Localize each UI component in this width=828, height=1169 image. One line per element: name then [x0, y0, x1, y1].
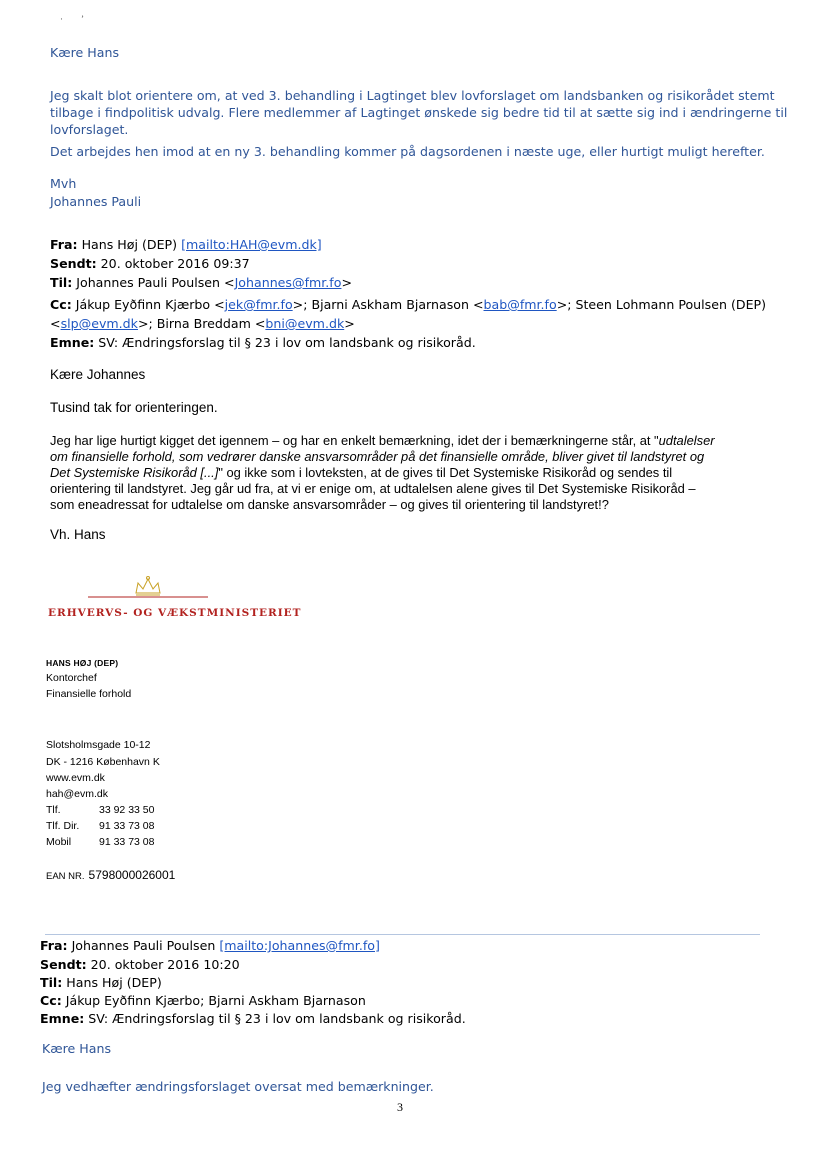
email1-cc-email4[interactable]: bni@evm.dk: [265, 316, 345, 331]
reply-signature: Johannes Pauli: [50, 194, 142, 209]
email1-thanks: Tusind tak for orienteringen.: [50, 400, 218, 415]
email1-sent-label: Sendt:: [50, 256, 97, 271]
email2-to-label: Til:: [40, 975, 63, 990]
sig-ean-label: EAN NR.: [46, 871, 85, 882]
email2-subject-label: Emne:: [40, 1011, 85, 1026]
email1-para-line5: som eneadressat for udtalelse om danske ansvarsområder – og gives til orientering til landstyret!?: [50, 497, 609, 512]
email1-to-name: Johannes Pauli Poulsen <: [76, 275, 235, 290]
email2-from: [40, 938, 380, 953]
sig-name: HANS HØJ (DEP): [46, 658, 119, 668]
email2-cc: [40, 993, 366, 1008]
email1-from: [50, 237, 322, 252]
sig-ean: [46, 866, 175, 884]
email1-cc-email1[interactable]: jek@fmr.fo: [224, 297, 293, 312]
sig-phone-value-1: 33 92 33 50: [99, 804, 155, 816]
email1-subject-value: SV: Ændringsforslag til § 23 i lov om landsbank og risikoråd.: [98, 335, 476, 350]
email1-to-email[interactable]: Johannes@fmr.fo: [234, 275, 342, 290]
email1-subject-label: Emne:: [50, 335, 95, 350]
sig-web[interactable]: www.evm.dk: [46, 772, 105, 784]
email2-greeting: Kære Hans: [42, 1041, 112, 1056]
email2-body: Jeg vedhæfter ændringsforslaget oversat med bemærkninger.: [42, 1079, 434, 1094]
email1-greeting: Kære Johannes: [50, 367, 146, 382]
sig-email[interactable]: hah@evm.dk: [46, 788, 109, 800]
email1-cc-part2: >; Bjarni Askham Bjarnason <: [292, 297, 484, 312]
reply-line-4: Det arbejdes hen imod at en ny 3. behandling kommer på dagsordenen i næste uge, eller hurtigt muligt herefter.: [50, 144, 765, 159]
reply-line-2: tilbage i findpolitisk udvalg. Flere medlemmer af Lagtinget ønskede sig bedre tid til at sætte sig ind i ændringerne til: [50, 105, 788, 120]
email2-to-value: Hans Høj (DEP): [66, 975, 162, 990]
sig-street: Slotsholmsgade 10-12: [46, 739, 151, 751]
sig-phone-label-2: Tlf. Dir.: [46, 820, 80, 832]
reply-line-3: lovforslaget.: [50, 122, 129, 137]
sig-phone-value-2: 91 33 73 08: [99, 820, 155, 832]
sig-phone-value-3: 91 33 73 08: [99, 836, 155, 848]
email2-to: [40, 975, 162, 990]
email1-signoff: Vh. Hans: [50, 527, 106, 542]
scan-specks: · ’: [60, 14, 84, 24]
email1-para-line2: om finansielle forhold, som vedrører danske ansvarsområder på det finansielle område, bliver givet til landstyret og: [50, 449, 705, 464]
email2-from-label: Fra:: [40, 938, 68, 953]
email1-sent: [50, 256, 250, 271]
email1-to-end: >: [341, 275, 353, 290]
email2-sent-label: Sendt:: [40, 957, 87, 972]
crown-logo-icon: [48, 575, 248, 605]
email1-para-line3: [50, 465, 672, 480]
email2-from-link[interactable]: [mailto:Johannes@fmr.fo]: [219, 938, 380, 953]
email1-cc-line2: [50, 316, 355, 331]
email1-cc-part3: >; Steen Lohmann Poulsen (DEP): [556, 297, 767, 312]
email1-cc-label: Cc:: [50, 297, 72, 312]
reply-closing: Mvh: [50, 176, 77, 191]
email1-to-label: Til:: [50, 275, 73, 290]
email1-para-line3-a: Det Systemiske Risikoråd [...]: [50, 465, 219, 480]
email1-from-label: Fra:: [50, 237, 78, 252]
email-divider: [45, 934, 760, 935]
sig-department: Finansielle forhold: [46, 688, 132, 700]
email2-sent: [40, 957, 240, 972]
reply-greeting: Kære Hans: [50, 45, 120, 60]
email2-sent-value: 20. oktober 2016 10:20: [90, 957, 240, 972]
email1-para-line1: [50, 433, 715, 448]
email2-subject-value: SV: Ændringsforslag til § 23 i lov om landsbank og risikoråd.: [88, 1011, 466, 1026]
sig-city: DK - 1216 København K: [46, 756, 160, 768]
email1-cc-part4: <: [50, 316, 61, 331]
email1-para-line4: orientering til landstyret. Jeg går ud fra, at vi er enige om, at udtalelsen alene gives til Det Systemiske Risikoråd –: [50, 481, 696, 496]
ministry-name: ERHVERVS- OG VÆKSTMINISTERIET: [48, 607, 302, 619]
sig-ean-value: 5798000026001: [88, 868, 176, 882]
sig-phone-label-1: Tlf.: [46, 804, 61, 816]
email2-from-name: Johannes Pauli Poulsen: [71, 938, 216, 953]
email1-from-name: Hans Høj (DEP): [81, 237, 178, 252]
email2-subject: [40, 1011, 466, 1026]
email1-cc-part5: >; Birna Breddam <: [137, 316, 266, 331]
sig-title: Kontorchef: [46, 672, 97, 684]
page-number: 3: [397, 1100, 403, 1114]
email1-para-line1-a: Jeg har lige hurtigt kigget det igennem – og har en enkelt bemærkning, idet der i bemærkningerne står, at ": [50, 433, 659, 448]
email1-cc: [50, 297, 766, 312]
email1-cc-part6: >: [344, 316, 355, 331]
email1-cc-part1: Jákup Eyðfinn Kjærbo <: [75, 297, 225, 312]
reply-line-1: Jeg skalt blot orientere om, at ved 3. behandling i Lagtinget blev lovforslaget om landsbanken og risikorådet stemt: [50, 88, 775, 103]
email1-para-line3-b: " og ikke som i lovteksten, at de gives til Det Systemiske Risikoråd og sendes til: [218, 465, 673, 480]
email1-cc-email3[interactable]: slp@evm.dk: [60, 316, 138, 331]
email1-to: [50, 275, 352, 290]
email1-subject: [50, 335, 476, 350]
sig-phone-label-3: Mobil: [46, 836, 72, 848]
email2-cc-label: Cc:: [40, 993, 62, 1008]
email2-cc-value: Jákup Eyðfinn Kjærbo; Bjarni Askham Bjarnason: [65, 993, 366, 1008]
email1-cc-email2[interactable]: bab@fmr.fo: [483, 297, 557, 312]
email1-from-link[interactable]: [mailto:HAH@evm.dk]: [181, 237, 322, 252]
email1-sent-value: 20. oktober 2016 09:37: [100, 256, 250, 271]
email1-para-line1-b: udtalelser: [658, 433, 715, 448]
